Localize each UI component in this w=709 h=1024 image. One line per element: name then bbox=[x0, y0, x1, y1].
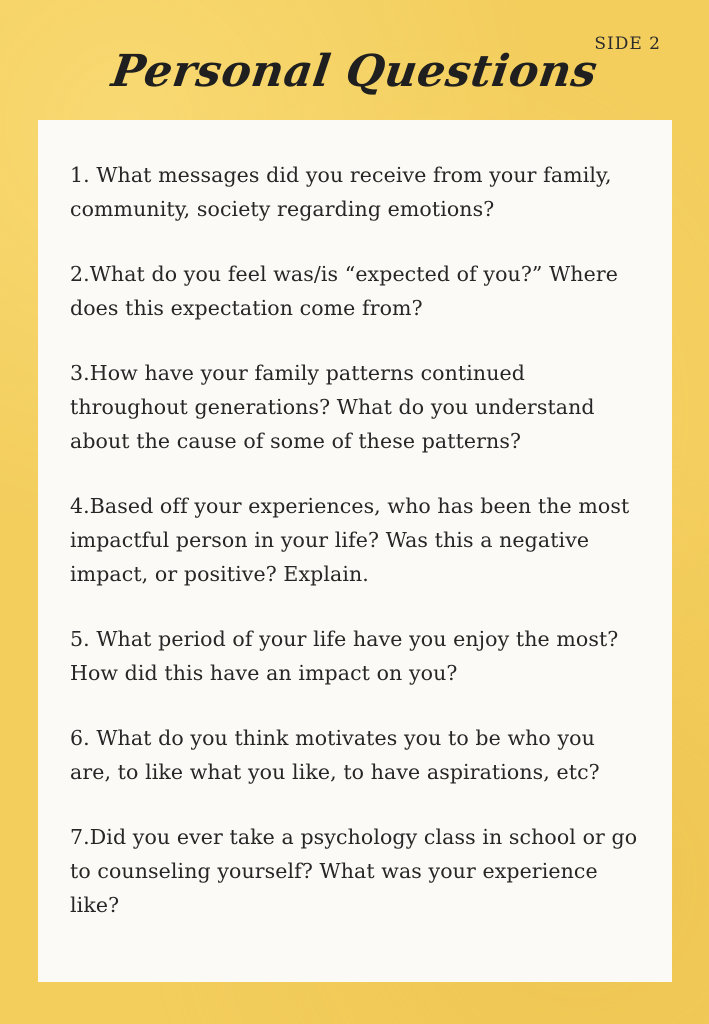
questions-card bbox=[38, 120, 672, 982]
question-item: 1. What messages did you receive from your family, community, society regarding emotions? bbox=[70, 163, 612, 221]
question-item: 5. What period of your life have you enjoy the most? How did this have an impact on you? bbox=[70, 627, 619, 685]
page-title: Personal Questions bbox=[108, 46, 601, 97]
question-item: 6. What do you think motivates you to be who you are, to like what you like, to have aspirations, etc? bbox=[70, 726, 600, 784]
question-item: 7.Did you ever take a psychology class in school or go to counseling yourself? What was your experience like? bbox=[70, 825, 638, 917]
question-item: 2.What do you feel was/is “expected of you?” Where does this expectation come from? bbox=[70, 262, 618, 320]
question-item: 4.Based off your experiences, who has been the most impactful person in your life? Was this a negative impact, or positive? Explain. bbox=[70, 494, 630, 586]
side-label: SIDE 2 bbox=[594, 34, 661, 54]
question-item: 3.How have your family patterns continued throughout generations? What do you understand about the cause of some of these patterns? bbox=[70, 361, 595, 453]
